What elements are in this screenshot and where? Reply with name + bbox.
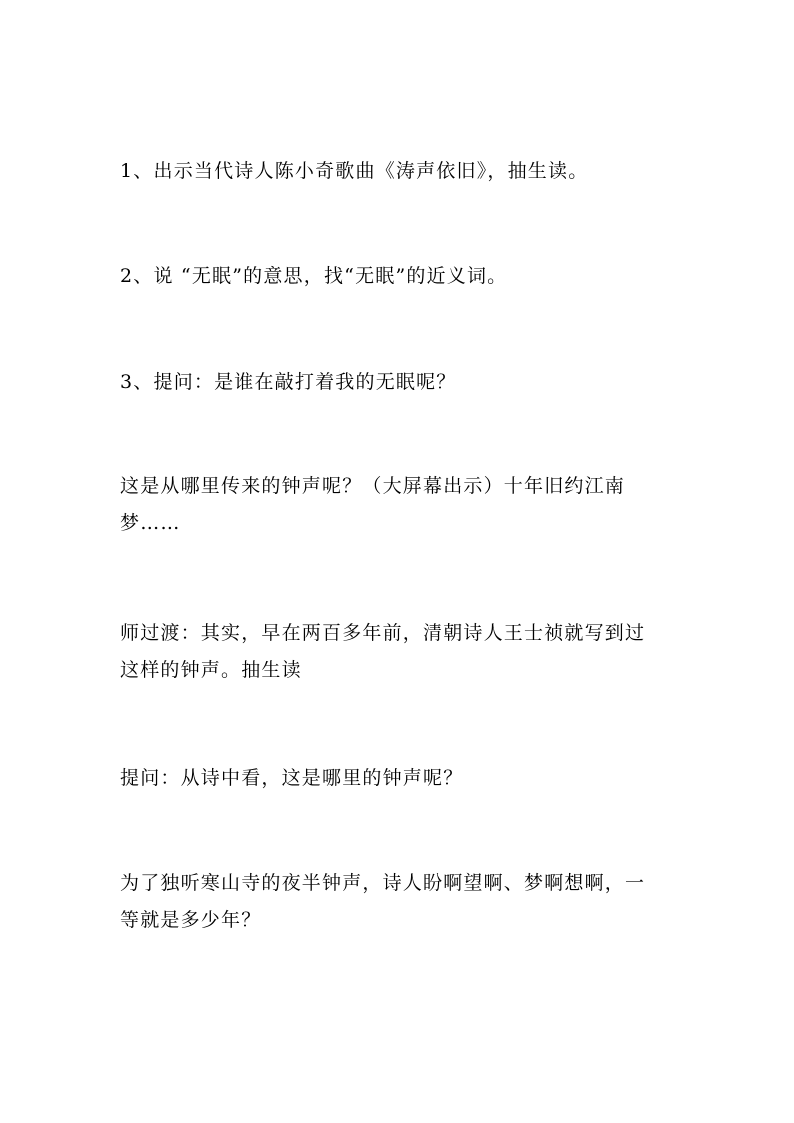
- paragraph-1: [120, 153, 680, 190]
- paragraph-2: [120, 258, 680, 295]
- paragraph-6-line-1: 提问：从诗中看，这是哪里的钟声呢？: [120, 767, 464, 789]
- paragraph-7: [120, 865, 680, 939]
- paragraph-6: [120, 760, 680, 797]
- paragraph-4: [120, 468, 680, 542]
- paragraph-5-line-1: 师过渡：其实，早在两百多年前，清朝诗人王士祯就写到过: [120, 622, 646, 644]
- paragraph-4-line-2: 梦……: [120, 512, 181, 534]
- paragraph-3: [120, 364, 680, 401]
- paragraph-7-line-1: 为了独听寒山寺的夜半钟声，诗人盼啊望啊、梦啊想啊，一: [120, 872, 646, 894]
- paragraph-4-line-1: 这是从哪里传来的钟声呢？（大屏幕出示）十年旧约江南: [120, 475, 626, 497]
- paragraph-5: [120, 615, 680, 689]
- paragraph-3-line-1: 3、提问：是谁在敲打着我的无眠呢？: [120, 371, 457, 393]
- paragraph-5-line-2: 这样的钟声。抽生读: [120, 659, 302, 681]
- paragraph-7-line-2: 等就是多少年？: [120, 909, 262, 931]
- paragraph-1-line-1: 1、出示当代诗人陈小奇歌曲《涛声依旧》，抽生读。: [120, 160, 589, 182]
- paragraph-2-line-1: 2、说 “无眠”的意思，找“无眠”的近义词。: [120, 265, 508, 287]
